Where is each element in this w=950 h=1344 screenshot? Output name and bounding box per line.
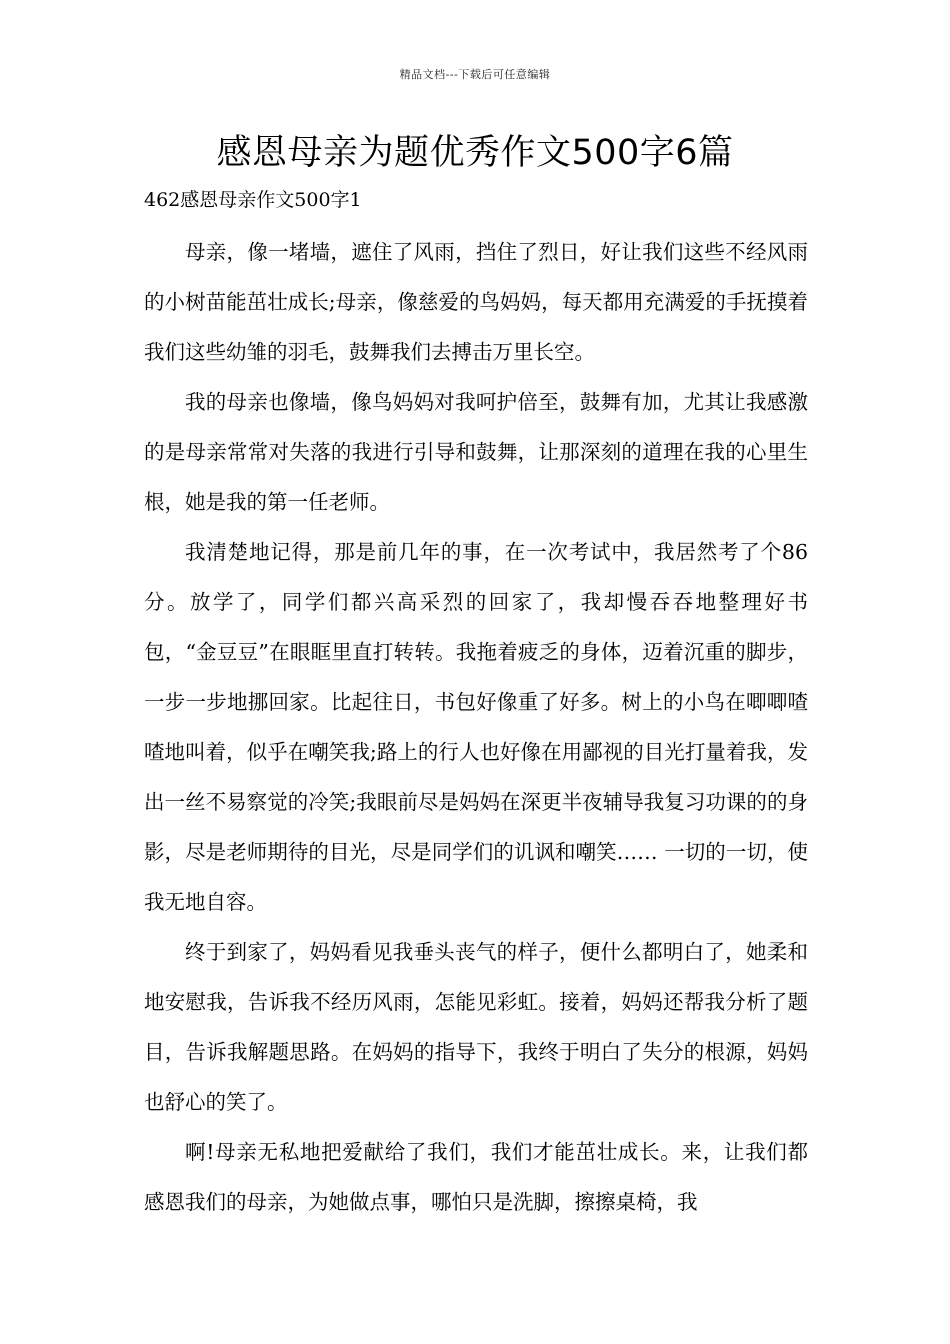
paragraph: 终于到家了，妈妈看见我垂头丧气的样子，便什么都明白了，她柔和地安慰我，告诉我不经历风雨，怎能见彩虹。接着，妈妈还帮我分析了题目，告诉我解题思路。在妈妈的指导下，我终于明白了失分的根源，妈妈也舒心的笑了。: [144, 940, 808, 1114]
paragraph: 我清楚地记得，那是前几年的事，在一次考试中，我居然考了个86分。放学了，同学们都兴高采烈的回家了，我却慢吞吞地整理好书包，“金豆豆”在眼眶里直打转转。我拖着疲乏的身体，迈着沉重的脚步，一步一步地挪回家。比起往日，书包好像重了好多。树上的小鸟在唧唧喳喳地叫着，似乎在嘲笑我;路上的行人也好像在用鄙视的目光打量着我，发出一丝不易察觉的冷笑;我眼前尽是妈妈在深更半夜辅导我复习功课的的身影，尽是老师期待的目光，尽是同学们的讥讽和嘲笑…… 一切的一切，使我无地自容。: [144, 540, 808, 914]
page-header-note: 精品文档---下载后可任意编辑: [399, 68, 551, 81]
document-body: [144, 227, 808, 1227]
document-subtitle: 462感恩母亲作文500字1: [144, 189, 362, 211]
document-title: 感恩母亲为题优秀作文500字6篇: [216, 133, 734, 173]
paragraph: 我的母亲也像墙，像鸟妈妈对我呵护倍至，鼓舞有加，尤其让我感激的是母亲常常对失落的我进行引导和鼓舞，让那深刻的道理在我的心里生根，她是我的第一任老师。: [144, 390, 808, 514]
paragraph: 啊!母亲无私地把爱献给了我们，我们才能茁壮成长。来，让我们都感恩我们的母亲，为她做点事，哪怕只是洗脚，擦擦桌椅，我: [144, 1140, 808, 1214]
paragraph: 母亲，像一堵墙，遮住了风雨，挡住了烈日，好让我们这些不经风雨的小树苗能茁壮成长;母亲，像慈爱的鸟妈妈，每天都用充满爱的手抚摸着我们这些幼雏的羽毛，鼓舞我们去搏击万里长空。: [144, 240, 808, 364]
